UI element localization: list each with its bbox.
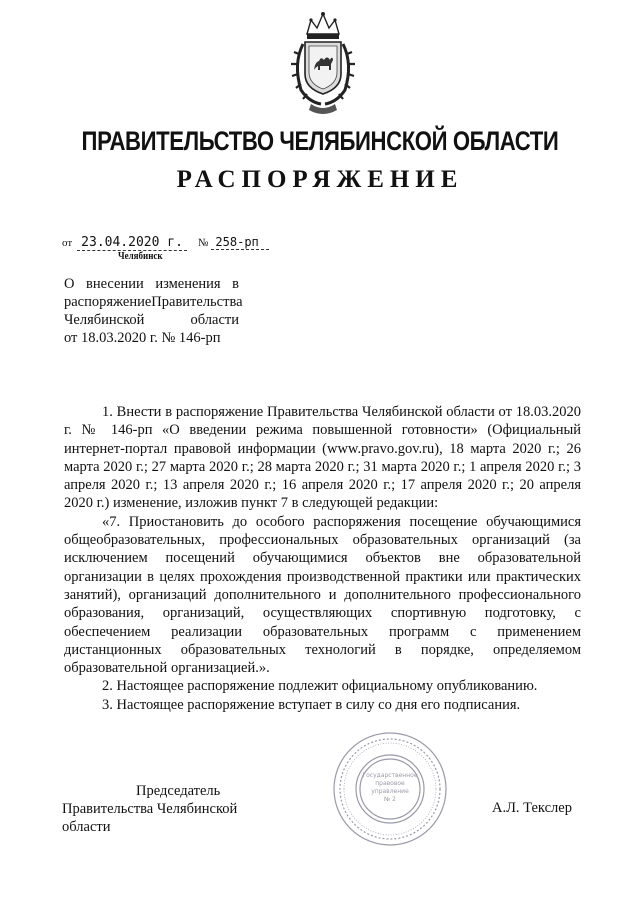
subject-line <box>64 275 239 293</box>
subject-word: Челябинской <box>64 312 145 328</box>
number-prefix: № <box>197 237 209 249</box>
body-paragraph-4: 3. Настоящее распоряжение вступает в силу со дня его подписания. <box>102 696 521 713</box>
date-prefix: от <box>62 237 73 249</box>
subject-line <box>64 311 239 329</box>
subject-word: Правительства <box>151 294 243 310</box>
document-type-heading: РАСПОРЯЖЕНИЕ <box>176 166 464 193</box>
stamp-text-line: правовое <box>375 780 405 787</box>
signatory-name: А.Л. Текслер <box>492 800 572 816</box>
coat-of-arms-emblem <box>287 8 359 118</box>
subject-word: в <box>232 276 239 292</box>
signatory-position-line-2: Правительства Челябинской области <box>62 801 238 835</box>
subject-line: от 18.03.2020 г. № 146-рп <box>64 330 221 346</box>
subject-line <box>64 293 243 311</box>
city-label: Челябинск <box>118 251 163 262</box>
subject-word: распоряжение <box>64 294 152 310</box>
document-subject <box>64 275 243 347</box>
stamp-text-line: № 2 <box>384 796 396 803</box>
subject-word: О <box>64 276 75 292</box>
document-number: 258-рп <box>211 235 268 250</box>
signatory-position <box>62 782 282 836</box>
subject-word: изменения <box>155 276 221 292</box>
document-date: 23.04.2020 г. <box>77 235 187 251</box>
body-paragraph-3: 2. Настоящее распоряжение подлежит официальному опубликованию. <box>102 678 538 695</box>
stamp-text-line: Государственное <box>362 772 418 779</box>
official-stamp <box>330 727 450 852</box>
organization-title: ПРАВИТЕЛЬСТВО ЧЕЛЯБИНСКОЙ ОБЛАСТИ <box>81 126 559 156</box>
body-paragraph-1: 1. Внести в распоряжение Правительства Челябинской области от 18.03.2020 г. № 146-рп «О введении режима повышенной готовности» (Официальный интернет-портал правовой информации (www.pravo.gov.ru), 18 марта 2020 г.; 26 марта 2020 г.; 27 марта 2020 г.; 28 марта 2020 г.; 31 марта 2020 г.; 1 апреля 2020 г.; 3 апреля 2020 г.; 13 апреля 2020 г.; 16 апреля 2020 г.; 17 апреля 2020 г.; 20 апреля 2020 г.) изменение, изложив пункт 7 в следующей редакции: <box>64 404 581 512</box>
document-body <box>64 403 581 714</box>
subject-word: внесении <box>86 276 144 292</box>
signatory-position-line-1: Председатель <box>136 783 221 799</box>
stamp-text-line: управление <box>371 788 409 795</box>
subject-word: области <box>190 312 239 328</box>
body-paragraph-2: «7. Приостановить до особого распоряжения посещение обучающимися общеобразовательных, профессиональных образовательных организаций (за исключением посещений обучающимися объектов вне образовательной организации в целях прохождения производственной практики или практических занятий), организаций дополнительного и дополнительного профессионального образования, организаций, осуществляющих спортивную подготовку, с обеспечением реализации образовательных программ с применением дистанционных образовательных технологий в порядке, определяемом образовательной организацией.». <box>64 513 581 677</box>
document-registration-line <box>62 235 269 250</box>
